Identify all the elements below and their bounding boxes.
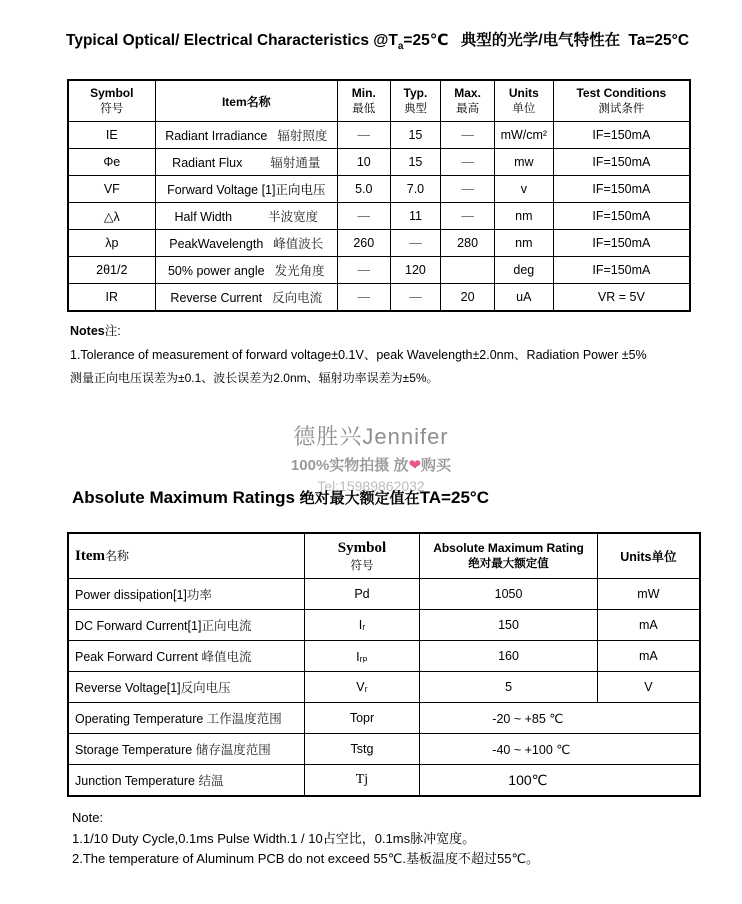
cell-value: 5 — [420, 672, 597, 703]
cell-units: mw — [494, 149, 553, 176]
cell-condition: VR = 5V — [553, 284, 690, 312]
cell-condition: IF=150mA — [553, 176, 690, 203]
table-header-row — [68, 80, 690, 122]
cell-max: — — [441, 176, 495, 203]
heart-icon: ❤ — [408, 457, 422, 474]
table-header-row — [68, 533, 700, 579]
cell-symbol: Iᵣₚ — [304, 641, 420, 672]
cell-typ: 7.0 — [390, 176, 441, 203]
table-row — [68, 284, 690, 312]
header-rating: Absolute Maximum Rating 绝对最大额定值 — [420, 533, 597, 579]
cell-value: 150 — [420, 610, 597, 641]
cell-value: -40 ~ +100 ℃ — [420, 734, 700, 765]
cell-min: — — [337, 257, 390, 284]
cell-item: Forward Voltage [1]正向电压 — [155, 176, 337, 203]
cell-min: — — [337, 284, 390, 312]
cell-min: 5.0 — [337, 176, 390, 203]
cell-value: 160 — [420, 641, 597, 672]
cell-typ: 11 — [390, 203, 441, 230]
cell-units: mW/cm² — [494, 122, 553, 149]
cell-units: uA — [494, 284, 553, 312]
cell-max: — — [441, 149, 495, 176]
cell-symbol: Topr — [304, 703, 420, 734]
table-row — [68, 203, 690, 230]
table-row — [68, 610, 700, 641]
cell-value: 100℃ — [420, 765, 700, 797]
cell-symbol: IE — [68, 122, 155, 149]
header-min: Min. 最低 — [337, 80, 390, 122]
cell-typ: — — [390, 230, 441, 257]
optical-characteristics-table — [67, 79, 691, 312]
table-row — [68, 579, 700, 610]
table-row — [68, 122, 690, 149]
cell-max: 20 — [441, 284, 495, 312]
notes-label: Notes注: — [70, 324, 121, 338]
cell-typ: 15 — [390, 149, 441, 176]
header-test-conditions: Test Conditions 测试条件 — [553, 80, 690, 122]
table-row — [68, 230, 690, 257]
watermark-brand: 德胜兴Jennifer — [293, 424, 449, 449]
cell-symbol: Tstg — [304, 734, 420, 765]
cell-units: nm — [494, 203, 553, 230]
title1-chinese: 典型的光学/电气特性在 — [460, 32, 621, 49]
cell-symbol: λp — [68, 230, 155, 257]
cell-typ: 120 — [390, 257, 441, 284]
cell-min: 260 — [337, 230, 390, 257]
cell-item: Reverse Voltage[1]反向电压 — [68, 672, 304, 703]
note2-line-1: 1.1/10 Duty Cycle,0.1ms Pulse Width.1 / 10占空比，0.1ms脉冲宽度。 — [72, 831, 476, 846]
header-item: Item名称 — [155, 80, 337, 122]
title1-subscript: a — [397, 41, 404, 53]
cell-max: — — [441, 122, 495, 149]
cell-max — [441, 257, 495, 284]
cell-units: mA — [597, 641, 700, 672]
header-max: Max. 最高 — [441, 80, 495, 122]
cell-units: V — [597, 672, 700, 703]
cell-item: Power dissipation[1]功率 — [68, 579, 304, 610]
cell-item: DC Forward Current[1]正向电流 — [68, 610, 304, 641]
cell-condition: IF=150mA — [553, 149, 690, 176]
header-typ: Typ. 典型 — [390, 80, 441, 122]
absolute-max-ratings-table — [67, 532, 701, 797]
cell-max: — — [441, 203, 495, 230]
cell-typ: — — [390, 284, 441, 312]
cell-max: 280 — [441, 230, 495, 257]
cell-typ: 15 — [390, 122, 441, 149]
header-symbol: Symbol 符号 — [304, 533, 420, 579]
table-row — [68, 672, 700, 703]
note2-line-2: 2.The temperature of Aluminum PCB do not exceed 55℃.基板温度不超过55℃。 — [72, 851, 540, 866]
cell-symbol: Pd — [304, 579, 420, 610]
cell-item: Reverse Current 反向电流 — [155, 284, 337, 312]
cell-item: Junction Temperature 结温 — [68, 765, 304, 797]
title1-ta: Ta=25°C — [628, 32, 690, 49]
cell-item: 50% power angle 发光角度 — [155, 257, 337, 284]
cell-units: deg — [494, 257, 553, 284]
cell-min: — — [337, 203, 390, 230]
cell-condition: IF=150mA — [553, 203, 690, 230]
table-row — [68, 176, 690, 203]
cell-item: Storage Temperature 储存温度范围 — [68, 734, 304, 765]
header-units: Units 单位 — [494, 80, 553, 122]
table-row — [68, 641, 700, 672]
cell-item: Operating Temperature 工作温度范围 — [68, 703, 304, 734]
cell-symbol: △λ — [68, 203, 155, 230]
header-units: Units单位 — [597, 533, 700, 579]
cell-symbol: IR — [68, 284, 155, 312]
table-row — [68, 149, 690, 176]
cell-symbol: Tj — [304, 765, 420, 797]
cell-symbol: VF — [68, 176, 155, 203]
cell-min: 10 — [337, 149, 390, 176]
cell-symbol: Φe — [68, 149, 155, 176]
table-row — [68, 765, 700, 797]
cell-units: v — [494, 176, 553, 203]
cell-item: Peak Forward Current 峰值电流 — [68, 641, 304, 672]
cell-units: nm — [494, 230, 553, 257]
cell-symbol: Iᵣ — [304, 610, 420, 641]
header-item: Item名称 — [68, 533, 304, 579]
cell-symbol: 2θ1/2 — [68, 257, 155, 284]
table-row — [68, 703, 700, 734]
note2-label: Note: — [72, 810, 104, 825]
cell-condition: IF=150mA — [553, 122, 690, 149]
watermark-phone: Tel:15989862032 — [317, 478, 425, 494]
cell-symbol: Vᵣ — [304, 672, 420, 703]
cell-min: — — [337, 122, 390, 149]
table-row — [68, 734, 700, 765]
header-symbol: Symbol 符号 — [68, 80, 155, 122]
title1-prefix: Typical Optical/ Electrical Characteristics @T — [66, 32, 398, 49]
optical-characteristics-title — [66, 28, 689, 52]
cell-value: 1050 — [420, 579, 597, 610]
watermark-slogan: 100%实物拍摄 放❤购买 — [290, 457, 452, 474]
cell-condition: IF=150mA — [553, 230, 690, 257]
notes-line-1: 1.Tolerance of measurement of forward voltage±0.1V、peak Wavelength±2.0nm、Radiation Power ±5% — [70, 348, 647, 362]
table-row — [68, 257, 690, 284]
cell-units: mW — [597, 579, 700, 610]
cell-value: -20 ~ +85 ℃ — [420, 703, 700, 734]
cell-item: Radiant Irradiance 辐射照度 — [155, 122, 337, 149]
cell-condition: IF=150mA — [553, 257, 690, 284]
cell-item: PeakWavelength 峰值波长 — [155, 230, 337, 257]
cell-item: Half Width 半波宽度 — [155, 203, 337, 230]
title1-suffix: =25℃ — [403, 32, 449, 49]
absolute-max-ratings-title: Absolute Maximum Ratings 绝对最大额定值在TA=25°C — [72, 488, 489, 507]
cell-units: mA — [597, 610, 700, 641]
cell-item: Radiant Flux 辐射通量 — [155, 149, 337, 176]
notes-line-2: 测量正向电压误差为±0.1、波长误差为2.0nm、辐射功率误差为±5%。 — [70, 371, 439, 385]
